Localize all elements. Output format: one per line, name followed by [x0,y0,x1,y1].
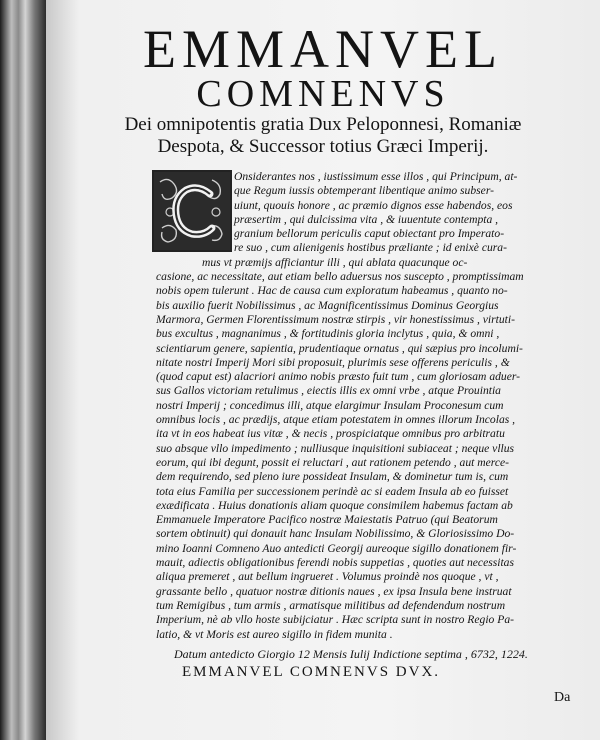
text-line: re suo , cum alienigenis hostibus præliante ; id enixè cura- [234,241,507,255]
text-line: tum Remigibus , tum armis , armatisque militibus ad defendendum nostrum [156,598,506,612]
page-title: EMMANVEL [143,19,503,79]
text-line: Emmanuele Imperatore Pacifico nostræ Maiestatis Patruo (qui Beatorum [156,513,498,527]
text-line: præsertim , qui dulcissima vita , & iuuentute contempta , [234,212,499,226]
text-line: nobis opem tulerunt . Hac de causa cum exploratum habeamus , quanto no- [156,284,508,298]
text-line: eorum, qui ibi degunt, possit ei reluctari , aut rationem petendo , aut merce- [156,455,510,469]
text-line: (quod caput est) alacriori animo nobis præsto fuit tum , cum gloriosam aduer- [156,370,520,384]
text-line: omnibus locis , ac prædijs, atque etiam potestatem in omnes illorum Incolas , [156,413,516,427]
body-text [156,170,596,642]
subtitle-line-1: Dei omnipotentis gratia Dux Peloponnesi, Romaniæ [124,114,522,135]
text-line: granium bellorum periculis caput obiectant pro Imperato- [234,227,505,241]
text-line: mauit, adiectis obligationibus ferendi nobis suppetias , quoties aut necessitas [156,556,514,570]
text-line: Onsiderantes nos , iustissimum esse illos , qui Principum, at- [234,170,518,183]
text-line: sortem obtinuit) qui donauit hanc Insulam Nobilissimo, & Gloriosissimo Do- [156,527,515,541]
text-line: Imperium, nè ab vllo hoste subijciatur . Hæc scripta sunt in nostro Regio Pa- [156,613,514,627]
text-line: mino Ioanni Comneno Auo antedicti Georgij aureoque sigillo donationem fir- [156,541,517,555]
text-line: bis auxilio fuerit Nobilissimus , ac Magnificentissimus Dominus Georgius [156,298,499,312]
subtitle-line-2: Despota, & Successor totius Græci Imperij. [157,136,489,157]
date-line: Datum antedicto Giorgio 12 Mensis Iulij Indictione septima , 6732, 1224. [174,647,528,661]
text-line: latio, & vt Moris est aureo sigillo in fidem munita . [156,627,393,641]
text-line: dem requirendo, sed pleno iure possideat Insulam, & dominetur tum is, cum [156,470,509,484]
text-line: scientiarum genere, sapientia, prudentiaque ornatus , qui sæpius pro incolumi- [156,341,523,355]
text-line: bus excultus , magnanimus , & fortitudinis gloria inclytus , quia, & omni , [156,327,500,341]
text-line: uiunt, quouis honore , ac præmio dignos esse habendos, eos [234,198,513,212]
page-subtitle-name: COMNENVS [196,73,450,115]
text-line: Marmora, Germen Florentissimum nostræ stirpis , vir honestissimus , virtuti- [156,312,515,326]
catchword: Da [554,690,571,705]
text-line: nitate nostri Imperij Mori sibi proposuit, plurimis sese offerens periculis , & [156,355,510,369]
text-line: nostri Imperij ; concedimus illi, atque elargimur Insulam Proconesum cum [156,398,504,412]
signature: EMMANVEL COMNENVS DVX. [182,664,441,680]
text-line: exædificata . Huius donationis aliam quoque consimilem habemus factam ab [156,498,513,512]
text-line: aliqua premeret , aut bellum ingrueret . Volumus proindè nos quoque , vt , [156,570,499,584]
text-line: suo absque vllo impedimento ; nulliusque inquisitioni subiaceat ; neque vllus [156,441,515,455]
text-line: sus Gallos victoriam retulimus , eiectis illis ex omni vrbe , atque Prouintia [156,384,501,398]
text-line: que Regum iussis obtemperant libentique animo subser- [234,184,494,198]
text-line: tota eius Familia per successionem perindè ac si eadem Insula ab eo fuisset [156,484,509,498]
document-page [46,0,600,740]
text-line: grassante bello , quatuor nostræ ditionis naues , ex ipsa Insula bene instruat [156,584,512,598]
book-edge [0,0,46,740]
text-line: casione, ac necessitate, aut etiam bello aduersus nos suscepto , promptissimam [156,270,524,284]
text-line: mus vt præmijs afficiantur illi , qui ablata quacunque oc- [202,255,468,269]
text-line: ita vt in eos habeat ius vitæ , & necis , prospiciatque omnibus pro arbitratu [156,427,505,441]
